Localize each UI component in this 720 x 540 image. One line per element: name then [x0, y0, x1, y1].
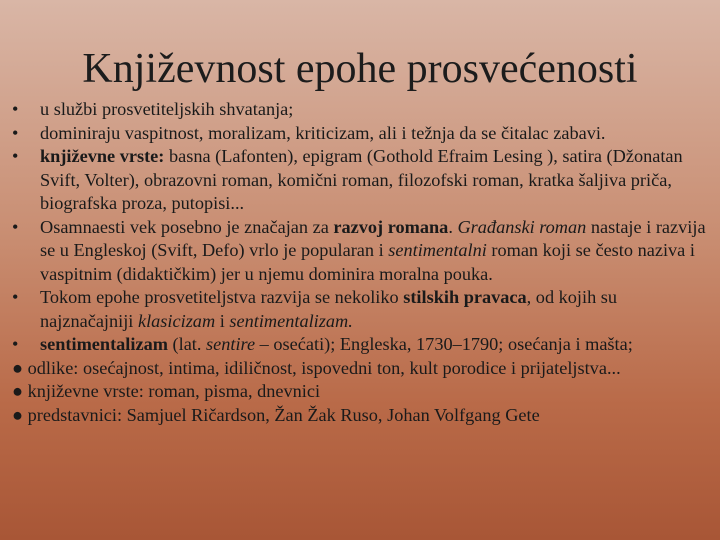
- item-text: roman koji se često naziva i vaspitnim (didaktičkim) jer u njemu dominira moralna pouka.: [40, 240, 695, 284]
- list-item: [12, 286, 714, 333]
- dot-item: [12, 380, 714, 404]
- item-italic-text: sentimentalizam.: [229, 310, 353, 331]
- dot-item: [12, 357, 714, 381]
- item-bold-text: razvoj romana: [333, 216, 449, 237]
- item-italic-text: Građanski roman: [457, 216, 587, 237]
- item-bold-text: književne vrste:: [40, 146, 165, 166]
- item-text: književne vrste: roman, pisma, dnevnici: [23, 381, 321, 401]
- item-italic-text: sentimentalni: [388, 240, 487, 260]
- item-text: basna (Lafonten), epigram (Gothold Efraim Lesing ), satira (Džonatan Svift, Volter), obrazovni roman, komični roman, filozofski roman, kratka šaljiva priča, biografska proza, putopisi...: [40, 146, 683, 213]
- bullet: •: [12, 287, 19, 307]
- bullet: •: [12, 146, 19, 166]
- item-text: .: [448, 216, 458, 237]
- dot-bullet: ●: [12, 357, 24, 378]
- list-item: [12, 145, 714, 216]
- item-text: nastaje i razvija se u Engleskoj (Svift, Defo) vrlo je popularan i: [40, 216, 706, 260]
- item-text: i: [215, 310, 230, 331]
- slide-content: [12, 98, 714, 427]
- dot-item: [12, 404, 714, 428]
- bullet: •: [12, 99, 19, 119]
- item-italic-text: klasicizam: [137, 310, 216, 331]
- list-item: [12, 333, 714, 357]
- bullet: •: [12, 216, 19, 237]
- list-item: [12, 98, 714, 122]
- item-text: Osamnaesti vek posebno je značajan za: [40, 216, 334, 237]
- item-text: predstavnici: Samjuel Ričardson, Žan Žak Ruso, Johan Volfgang Gete: [23, 404, 540, 425]
- list-item: [12, 122, 714, 146]
- item-text: odlike: osećajnost, intima, idiličnost, ispovedni ton, kult porodice i prijateljstva...: [23, 357, 621, 378]
- item-text: u službi prosvetiteljskih shvatanja;: [40, 99, 294, 119]
- item-text: (lat.: [167, 334, 207, 354]
- bullet: •: [12, 122, 19, 143]
- item-text: Tokom epohe prosvetiteljstva razvija se nekoliko: [40, 287, 404, 307]
- item-text: dominiraju vaspitnost, moralizam, kriticizam, ali i težnja da se čitalac zabavi.: [40, 122, 606, 143]
- item-italic-text: sentire: [206, 334, 256, 354]
- item-text: , od kojih su najznačajniji: [40, 287, 618, 331]
- slide-title: Književnost epohe prosvećenosti: [82, 46, 638, 92]
- bullet: •: [12, 334, 19, 354]
- dot-bullet: ●: [12, 381, 24, 401]
- item-bold-text: stilskih pravaca: [403, 287, 527, 307]
- item-bold-text: sentimentalizam: [40, 334, 168, 354]
- list-item: [12, 216, 714, 287]
- item-text: – osećati); Engleska, 1730–1790; osećanja i mašta;: [255, 334, 633, 354]
- dot-bullet: ●: [12, 404, 24, 425]
